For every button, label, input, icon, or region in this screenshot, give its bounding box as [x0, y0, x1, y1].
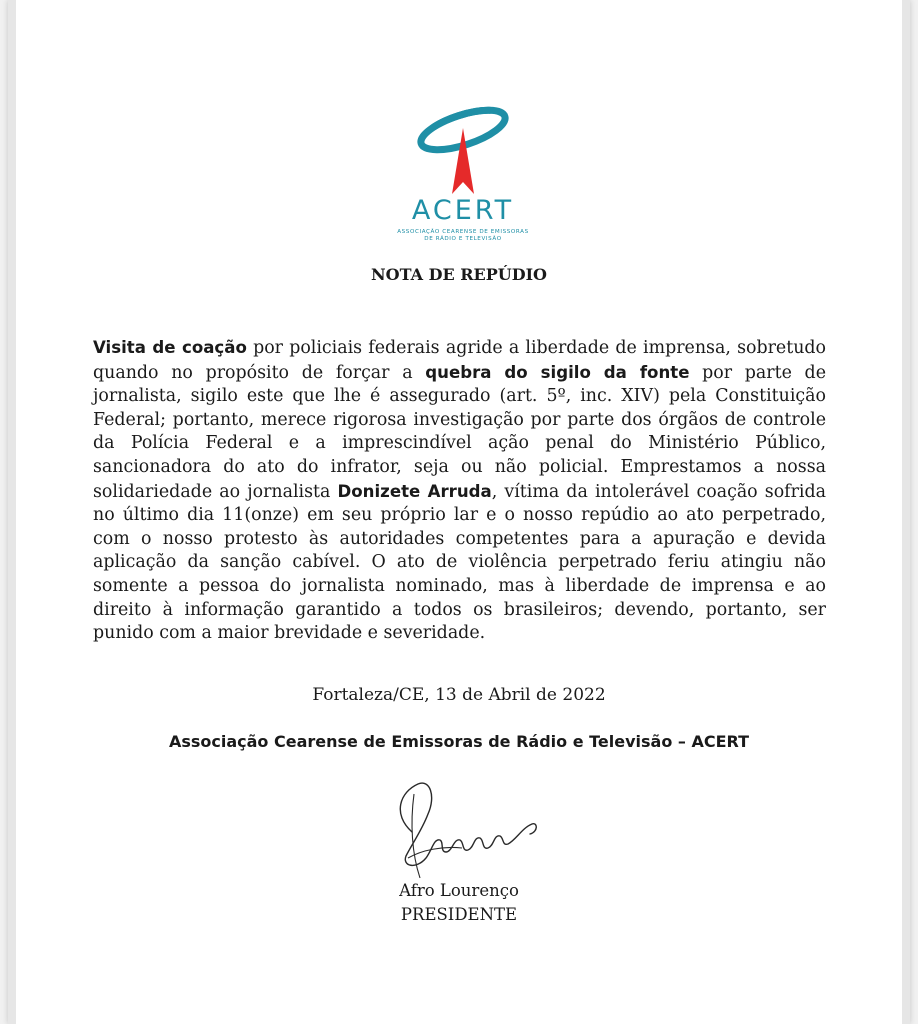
body-emphasis: quebra do sigilo da fonte	[425, 362, 690, 382]
body-segment: por policiais federais agride a liberdade de imprensa, sobretudo quando no propósito de forçar a	[93, 338, 826, 383]
signer-role: PRESIDENTE	[400, 905, 518, 924]
body-emphasis: Visita de coação	[93, 338, 247, 357]
page-edge-left	[8, 0, 16, 1024]
logo-subtitle-line2: DE RÁDIO E TELEVISÃO	[424, 236, 502, 242]
document-title: NOTA DE REPÚDIO	[371, 265, 547, 284]
antenna-logo-icon	[393, 98, 533, 198]
logo-wordmark: ACERT	[411, 195, 515, 226]
logo-subtitle-line1: ASSOCIAÇÃO CEARENSE DE EMISSORAS	[397, 229, 529, 235]
acert-logo	[393, 98, 533, 248]
signer-name: Afro Lourenço	[399, 881, 519, 900]
organization-name: Associação Cearense de Emissoras de Rádio e Televisão – ACERT	[168, 732, 750, 751]
body-segment: por parte de jornalista, sigilo este que lhe é assegurado (art. 5º, inc. XIV) pela Constituição Federal; portanto, merece rigorosa investigação por parte dos órgãos de controle da Polícia Federal e a imprescindível ação penal do Ministério Público, sancionadora do ato do infrator, seja ou não policial. Emprestamos a nossa solidariedade ao jornalista	[93, 362, 826, 502]
handwritten-signature	[382, 774, 552, 884]
page-edge-right	[902, 0, 910, 1024]
body-segment: , vítima da intolerável coação sofrida no último dia 11(onze) em seu próprio lar e o nosso repúdio ao ato perpetrado, com o nosso protesto às autoridades competentes para a apuração e devida aplicação da sanção cabível. O ato de violência perpetrado feriu atingiu não somente a pessoa do jornalista nominado, mas à liberdade de imprensa e ao direito à informação garantido a todos os brasileiros; devendo, portanto, ser punido com a maior brevidade e severidade.	[93, 481, 826, 644]
body-paragraph	[93, 336, 826, 646]
body-emphasis: Donizete Arruda	[337, 481, 492, 501]
date-line: Fortaleza/CE, 13 de Abril de 2022	[312, 685, 606, 705]
